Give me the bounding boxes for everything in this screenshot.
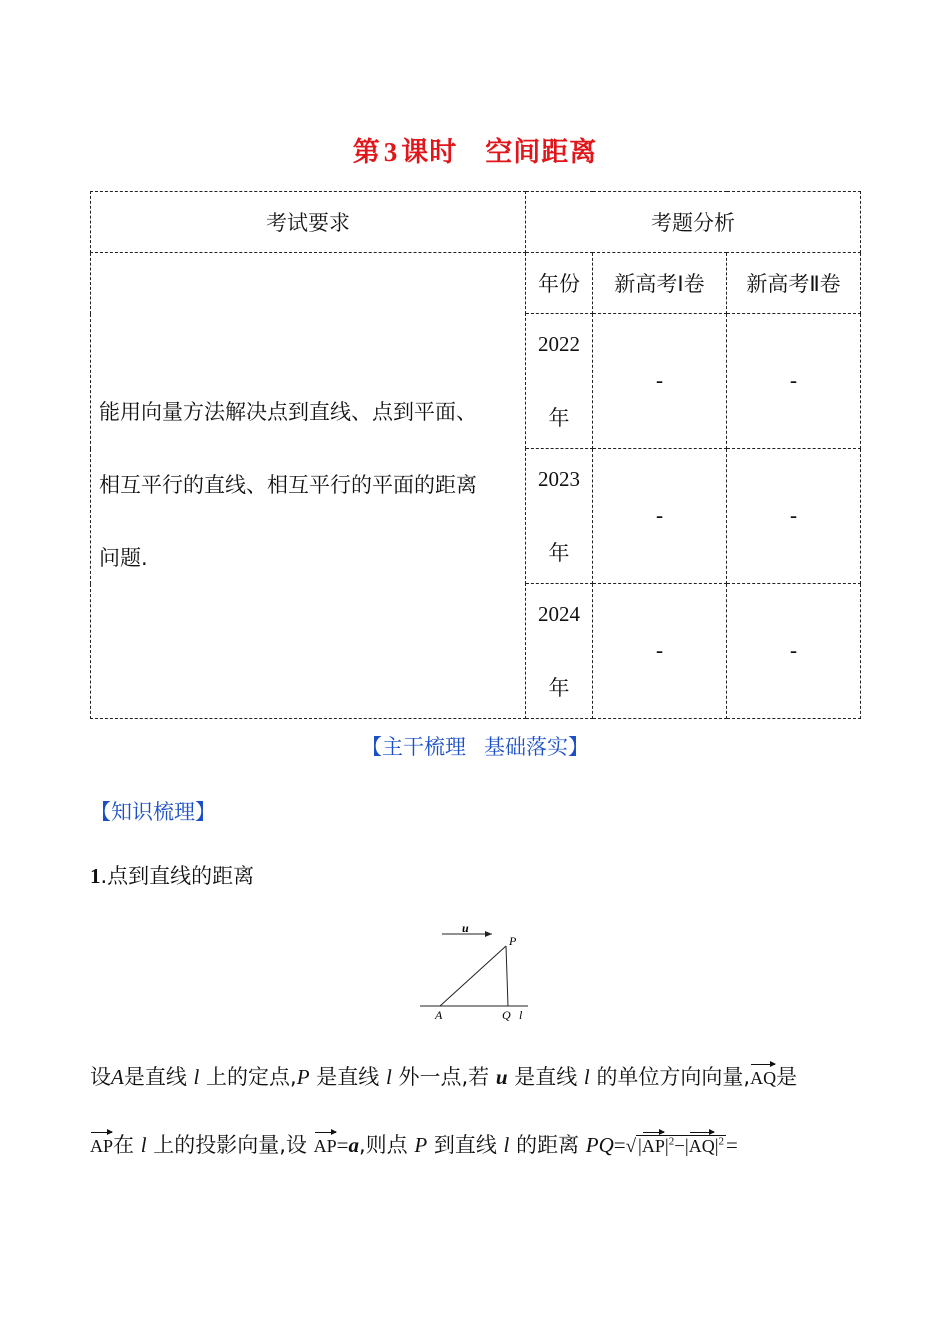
title-lesson: 课时 bbox=[401, 137, 458, 168]
vector-u-label: u bbox=[462, 921, 469, 935]
section-heading-knowledge: 【知识梳理】 bbox=[90, 800, 216, 824]
exam2-cell: - bbox=[727, 584, 861, 719]
exam2-cell: - bbox=[727, 449, 861, 584]
line-l-label: l bbox=[519, 1008, 523, 1022]
segment-ap bbox=[440, 946, 506, 1006]
year-cell: 2022 年 bbox=[526, 314, 593, 449]
subheader-year: 年份 bbox=[526, 253, 593, 314]
header-exam-analysis: 考题分析 bbox=[526, 192, 861, 253]
requirement-line: 相互平行的直线、相互平行的平面的距离 bbox=[99, 473, 477, 497]
exam1-cell: - bbox=[593, 449, 727, 584]
vector-aq: AQ bbox=[750, 1060, 776, 1089]
point-heading: 1.点到直线的距离 bbox=[90, 864, 255, 888]
exam2-cell: - bbox=[727, 314, 861, 449]
vector-ap: AP bbox=[314, 1128, 337, 1157]
subheader-exam-1: 新高考Ⅰ卷 bbox=[593, 253, 727, 314]
point-p-label: P bbox=[509, 934, 517, 948]
requirement-line: 能用向量方法解决点到直线、点到平面、 bbox=[99, 400, 477, 424]
segment-pq bbox=[506, 946, 508, 1006]
exam1-cell: - bbox=[593, 314, 727, 449]
page-title bbox=[0, 130, 950, 169]
requirement-line: 问题. bbox=[99, 546, 148, 570]
point-a-label: A bbox=[435, 1008, 443, 1022]
title-prefix: 第 bbox=[352, 137, 381, 168]
title-number: 3 bbox=[383, 137, 399, 167]
requirement-text bbox=[91, 253, 526, 719]
vector-ap: AP bbox=[90, 1128, 113, 1157]
section-heading-main: 【主干梳理 基础落实】 bbox=[361, 735, 589, 759]
title-topic: 空间距离 bbox=[485, 137, 598, 168]
point-line-figure bbox=[418, 920, 538, 1030]
header-exam-requirement: 考试要求 bbox=[91, 192, 526, 253]
subheader-exam-2: 新高考Ⅱ卷 bbox=[727, 253, 861, 314]
paragraph-line-1: 设A是直线 l 上的定点,P 是直线 l 外一点,若 u 是直线 l 的单位方向向量,AQ是 bbox=[90, 1060, 797, 1091]
distance-formula: √ $|AP|^2-|AQ|^2$ bbox=[626, 1135, 726, 1157]
exam1-cell: - bbox=[593, 584, 727, 719]
point-q-label: Q bbox=[502, 1008, 511, 1022]
year-cell: 2024 年 bbox=[526, 584, 593, 719]
year-cell: 2023 年 bbox=[526, 449, 593, 584]
paragraph-line-2: AP在 l 上的投影向量,设 AP=a,则点 P 到直线 l 的距离 PQ=√ $|AP|^2-|AQ|^2=$ bbox=[90, 1128, 738, 1159]
requirements-table bbox=[90, 191, 861, 719]
